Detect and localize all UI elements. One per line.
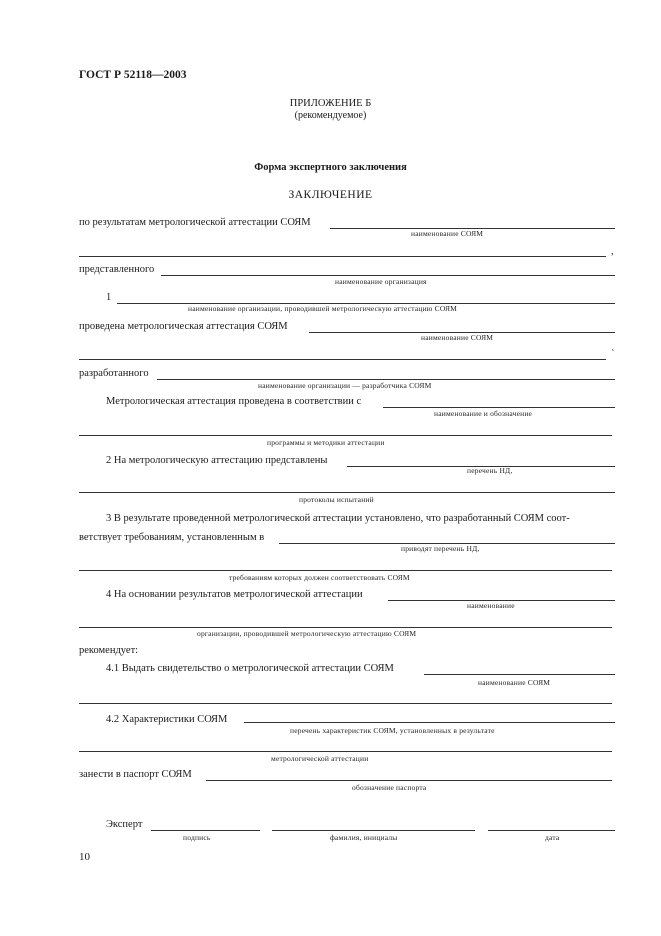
expert-label: Эксперт xyxy=(106,819,143,830)
comma-mark: , xyxy=(611,246,614,257)
page-number: 10 xyxy=(79,851,90,863)
fill-line xyxy=(161,275,615,276)
date-line xyxy=(488,830,615,831)
caption-developer-organization: наименование организации — разработчика СОЯМ xyxy=(258,381,432,390)
caption-requirements: требованиям которых должен соответствовать СОЯМ xyxy=(229,573,410,582)
row-label-developed: разработанного xyxy=(79,368,149,379)
row-label-item-4: 4 На основании результатов метрологической аттестации xyxy=(106,589,363,600)
fill-line xyxy=(79,751,612,752)
fill-line xyxy=(157,379,615,380)
caption-nd-list: перечень НД, xyxy=(467,466,513,475)
fill-line xyxy=(79,627,612,628)
caption-test-protocols: протоколы испытаний xyxy=(299,495,374,504)
appendix-note: (рекомендуемое) xyxy=(294,110,367,121)
caption-soyam-name: наименование СОЯМ xyxy=(478,678,551,687)
conclusion-heading: ЗАКЛЮЧЕНИЕ xyxy=(288,189,373,201)
signature-line xyxy=(151,830,260,831)
row-label-recommends: рекомендует: xyxy=(79,645,139,656)
row-label-item-4-1: 4.1 Выдать свидетельство о метрологической аттестации СОЯМ xyxy=(106,663,394,674)
row-label-accordance: Метрологическая аттестация проведена в соответствии с xyxy=(106,396,362,407)
fill-line xyxy=(79,492,615,493)
caption-nd-list: приводят перечень НД, xyxy=(401,544,480,553)
caption-name-designation: наименование и обозначение xyxy=(434,409,533,418)
tick-mark: ` xyxy=(611,349,615,360)
row-label-attestation-results: по результатам метрологической аттестации СОЯМ xyxy=(79,217,311,228)
fill-line xyxy=(79,570,612,571)
caption-soyam-name: наименование СОЯМ xyxy=(421,333,494,342)
row-label-attestation-done: проведена метрологическая аттестация СОЯМ xyxy=(79,321,288,332)
row-label-item-2: 2 На метрологическую аттестацию представлены xyxy=(106,455,328,466)
form-title: Форма экспертного заключения xyxy=(254,162,407,173)
row-label-complies: ветствует требованиям, установленным в xyxy=(79,532,265,543)
fill-line xyxy=(79,359,606,360)
fill-line xyxy=(206,780,612,781)
item-3-text: 3 В результате проведенной метрологической аттестации установлено, что разработанный СОЯМ соот- xyxy=(106,513,570,524)
document-code: ГОСТ Р 52118—2003 xyxy=(79,69,187,81)
fill-line xyxy=(79,256,606,257)
caption-characteristics-list: перечень характеристик СОЯМ, установленных в результате xyxy=(290,726,495,735)
row-label-item-4-2: 4.2 Характеристики СОЯМ xyxy=(106,714,228,725)
fill-line xyxy=(244,722,615,723)
caption-attesting-organization: наименование организации, проводившей метрологическую аттестацию СОЯМ xyxy=(188,304,458,313)
row-label-item-1: 1 xyxy=(106,292,112,303)
caption-program-methods: программы и методики аттестации xyxy=(267,438,385,447)
caption-date: дата xyxy=(545,833,560,842)
row-label-presented: представленного xyxy=(79,264,155,275)
appendix-title: ПРИЛОЖЕНИЕ Б xyxy=(289,98,372,109)
caption-name: наименование xyxy=(467,601,515,610)
row-label-passport: занести в паспорт СОЯМ xyxy=(79,769,192,780)
caption-passport-designation: обозначение паспорта xyxy=(352,783,427,792)
caption-metrological-attestation: метрологической аттестации xyxy=(271,754,369,763)
caption-soyam-name: наименование СОЯМ xyxy=(411,229,484,238)
caption-signature: подпись xyxy=(183,833,211,842)
name-line xyxy=(272,830,475,831)
caption-attesting-organization: организации, проводившей метрологическую аттестацию СОЯМ xyxy=(197,629,417,638)
caption-organization-name: наименование организация xyxy=(335,277,427,286)
fill-line xyxy=(383,407,615,408)
fill-line xyxy=(424,674,615,675)
fill-line xyxy=(79,435,612,436)
caption-full-name: фамилия, инициалы xyxy=(330,833,398,842)
fill-line xyxy=(79,703,612,704)
